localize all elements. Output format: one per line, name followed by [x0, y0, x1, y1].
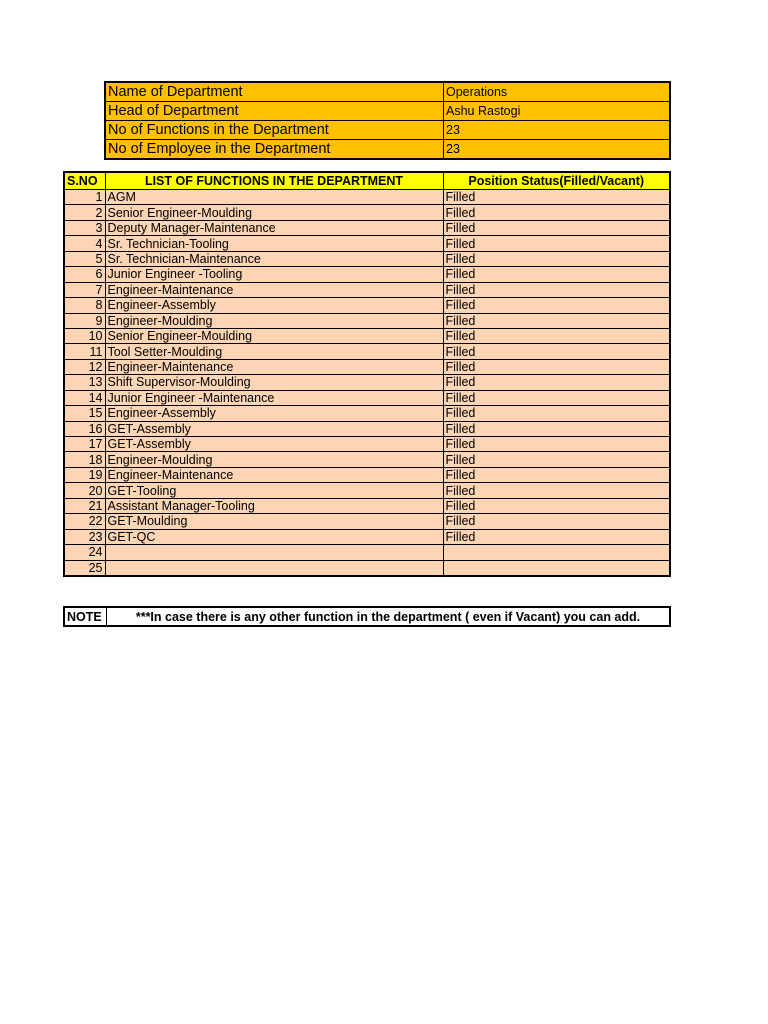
function-cell[interactable]: GET-Tooling	[105, 483, 443, 498]
sno-cell: 16	[64, 421, 105, 436]
table-row	[64, 298, 670, 313]
function-cell[interactable]: GET-Assembly	[105, 421, 443, 436]
table-row	[64, 313, 670, 328]
sno-cell: 21	[64, 498, 105, 513]
table-row	[64, 220, 670, 235]
table-row	[64, 359, 670, 374]
status-cell[interactable]: Filled	[443, 359, 670, 374]
status-cell[interactable]: Filled	[443, 529, 670, 544]
table-row	[64, 560, 670, 576]
function-cell[interactable]: GET-Moulding	[105, 514, 443, 529]
status-cell[interactable]: Filled	[443, 498, 670, 513]
function-cell[interactable]: Sr. Technician-Tooling	[105, 236, 443, 251]
sno-cell: 11	[64, 344, 105, 359]
function-cell[interactable]: Deputy Manager-Maintenance	[105, 220, 443, 235]
department-info-label: No of Employee in the Department	[105, 140, 444, 160]
department-info-row	[105, 140, 670, 160]
status-cell[interactable]: Filled	[443, 205, 670, 220]
sno-cell: 4	[64, 236, 105, 251]
table-row	[64, 236, 670, 251]
function-cell[interactable]: Assistant Manager-Tooling	[105, 498, 443, 513]
table-row	[64, 437, 670, 452]
status-cell[interactable]: Filled	[443, 236, 670, 251]
department-info-value[interactable]: 23	[444, 121, 671, 140]
status-cell[interactable]: Filled	[443, 282, 670, 297]
table-row	[64, 483, 670, 498]
status-cell[interactable]: Filled	[443, 220, 670, 235]
function-cell[interactable]	[105, 560, 443, 576]
department-info-value[interactable]: 23	[444, 140, 671, 160]
function-cell[interactable]: AGM	[105, 190, 443, 205]
table-row	[64, 390, 670, 405]
table-row	[64, 545, 670, 560]
sno-cell: 8	[64, 298, 105, 313]
functions-table	[63, 171, 671, 577]
status-cell[interactable]: Filled	[443, 452, 670, 467]
functions-header-row	[64, 172, 670, 190]
status-cell[interactable]: Filled	[443, 190, 670, 205]
function-cell[interactable]: Engineer-Maintenance	[105, 359, 443, 374]
table-row	[64, 406, 670, 421]
sno-cell: 19	[64, 467, 105, 482]
status-cell[interactable]: Filled	[443, 328, 670, 343]
status-cell[interactable]	[443, 560, 670, 576]
status-cell[interactable]: Filled	[443, 467, 670, 482]
function-cell[interactable]	[105, 545, 443, 560]
sno-cell: 13	[64, 375, 105, 390]
function-cell[interactable]: Engineer-Assembly	[105, 298, 443, 313]
function-cell[interactable]: Tool Setter-Moulding	[105, 344, 443, 359]
status-cell[interactable]: Filled	[443, 514, 670, 529]
sno-cell: 14	[64, 390, 105, 405]
function-cell[interactable]: Shift Supervisor-Moulding	[105, 375, 443, 390]
function-cell[interactable]: GET-QC	[105, 529, 443, 544]
status-cell[interactable]: Filled	[443, 267, 670, 282]
note-label: NOTE	[64, 607, 107, 626]
sno-cell: 25	[64, 560, 105, 576]
department-info-row	[105, 82, 670, 102]
status-cell[interactable]: Filled	[443, 421, 670, 436]
table-row	[64, 267, 670, 282]
status-cell[interactable]: Filled	[443, 437, 670, 452]
function-cell[interactable]: Engineer-Moulding	[105, 452, 443, 467]
table-row	[64, 452, 670, 467]
table-row	[64, 467, 670, 482]
sno-cell: 23	[64, 529, 105, 544]
department-info-value[interactable]: Operations	[444, 82, 671, 102]
table-row	[64, 251, 670, 266]
sno-cell: 22	[64, 514, 105, 529]
note-box	[63, 606, 671, 627]
sno-cell: 18	[64, 452, 105, 467]
department-info-label: Name of Department	[105, 82, 444, 102]
function-cell[interactable]: Engineer-Assembly	[105, 406, 443, 421]
sno-cell: 5	[64, 251, 105, 266]
sno-cell: 2	[64, 205, 105, 220]
sno-cell: 1	[64, 190, 105, 205]
table-row	[64, 190, 670, 205]
department-info-label: Head of Department	[105, 102, 444, 121]
table-row	[64, 344, 670, 359]
department-info-value[interactable]: Ashu Rastogi	[444, 102, 671, 121]
department-info-label: No of Functions in the Department	[105, 121, 444, 140]
header-functions: LIST OF FUNCTIONS IN THE DEPARTMENT	[105, 172, 443, 190]
sno-cell: 20	[64, 483, 105, 498]
function-cell[interactable]: Sr. Technician-Maintenance	[105, 251, 443, 266]
status-cell[interactable]: Filled	[443, 313, 670, 328]
sno-cell: 15	[64, 406, 105, 421]
function-cell[interactable]: Engineer-Maintenance	[105, 282, 443, 297]
header-sno: S.NO	[64, 172, 105, 190]
function-cell[interactable]: Engineer-Maintenance	[105, 467, 443, 482]
sno-cell: 7	[64, 282, 105, 297]
status-cell[interactable]: Filled	[443, 298, 670, 313]
sno-cell: 9	[64, 313, 105, 328]
sno-cell: 3	[64, 220, 105, 235]
department-info-row	[105, 121, 670, 140]
sno-cell: 10	[64, 328, 105, 343]
function-cell[interactable]: Senior Engineer-Moulding	[105, 328, 443, 343]
table-row	[64, 282, 670, 297]
table-row	[64, 205, 670, 220]
status-cell[interactable]: Filled	[443, 406, 670, 421]
function-cell[interactable]: Junior Engineer -Tooling	[105, 267, 443, 282]
department-info-row	[105, 102, 670, 121]
note-text: ***In case there is any other function in the department ( even if Vacant) you can add.	[107, 607, 671, 626]
table-row	[64, 328, 670, 343]
function-cell[interactable]: Junior Engineer -Maintenance	[105, 390, 443, 405]
table-row	[64, 514, 670, 529]
function-cell[interactable]: Engineer-Moulding	[105, 313, 443, 328]
sno-cell: 12	[64, 359, 105, 374]
header-status: Position Status(Filled/Vacant)	[443, 172, 670, 190]
status-cell[interactable]: Filled	[443, 375, 670, 390]
status-cell[interactable]: Filled	[443, 390, 670, 405]
function-cell[interactable]: GET-Assembly	[105, 437, 443, 452]
table-row	[64, 375, 670, 390]
status-cell[interactable]: Filled	[443, 251, 670, 266]
status-cell[interactable]: Filled	[443, 344, 670, 359]
status-cell[interactable]: Filled	[443, 483, 670, 498]
sno-cell: 17	[64, 437, 105, 452]
status-cell[interactable]	[443, 545, 670, 560]
function-cell[interactable]: Senior Engineer-Moulding	[105, 205, 443, 220]
sno-cell: 24	[64, 545, 105, 560]
department-info-table	[104, 81, 671, 160]
table-row	[64, 498, 670, 513]
table-row	[64, 421, 670, 436]
table-row	[64, 529, 670, 544]
sno-cell: 6	[64, 267, 105, 282]
